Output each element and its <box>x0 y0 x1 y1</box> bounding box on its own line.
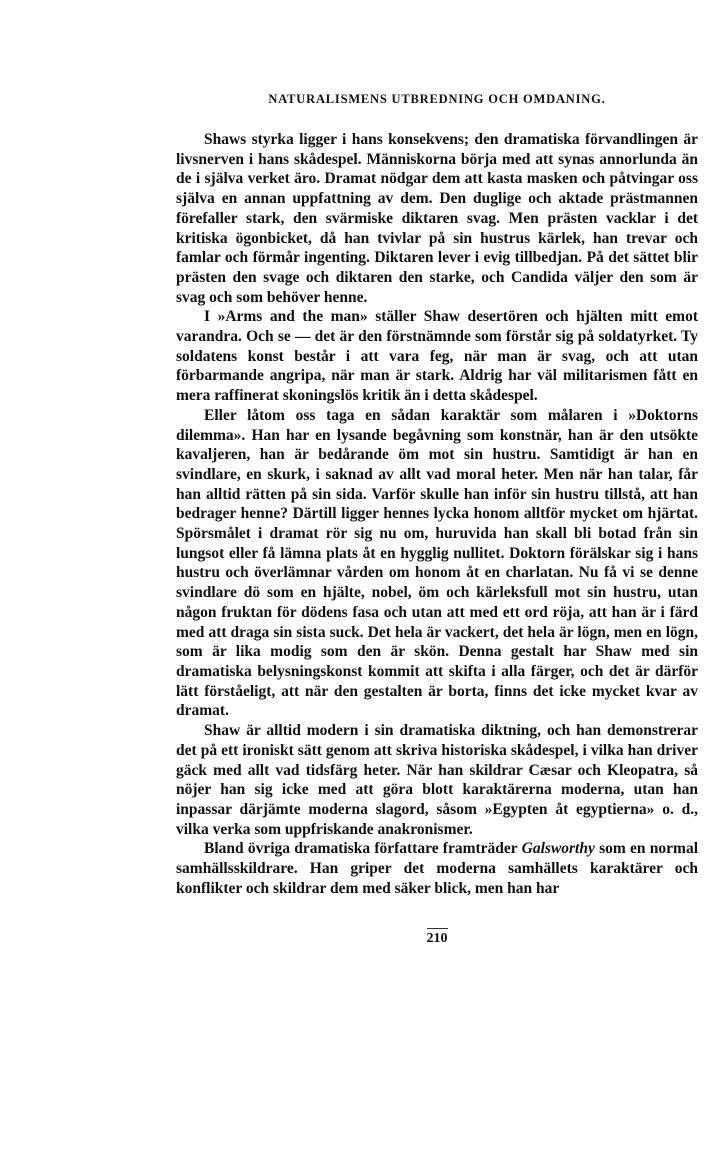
running-head: NATURALISMENS UTBREDNING OCH OMDANING. <box>268 92 606 106</box>
paragraph-galsworthy: Bland övriga dramatiska författare framträder Galsworthy som en normal samhällsskildrare. Han griper det moderna samhällets karaktärer och konflikter och skildrar dem med säker blick, men han har <box>176 840 699 897</box>
book-page <box>176 92 698 947</box>
paragraph-doktorns-dilemma: Eller låtom oss taga en sådan karaktär som målaren i »Doktorns dilemma». Han har en lysande begåvning som konstnär, han är den utsökte kavaljeren, han är bedårande öm mot sin hustru. Samtidigt är han en svindlare, en skurk, i saknad av allt vad moral heter. Men när han talar, får han alltid rätten på sin sida. Varför skulle han inför sin hustru tillstå, att han bedrager henne? Därtill ligger hennes lycka honom alltför mycket om hjärtat. Spörsmålet i dramat rör sig nu om, huruvida han skall bli botad från sin lungsot eller få lämna plats åt en hygglig nullitet. Doktorn förälskar sig i hans hustru och överlämnar vården om honom åt en charlatan. Nu få vi se denne svindlare dö som en hjälte, nobel, öm och kärleksfull mot sin hustru, utan någon fruktan för dödens fasa och utan att med ett ord röja, att han är i färd med att draga sin sista suck. Det hela är vackert, det hela är lögn, men en lögn, som är lika modig som den är skön. Denna gestalt har Shaw med sin dramatiska belysningskonst kommit att skifta i alla färger, och det är därför lätt förståeligt, att när den gestalten är borta, finns det icke mycket kvar av dramat. <box>176 406 698 720</box>
paragraph-candida: Shaws styrka ligger i hans konsekvens; den dramatiska förvandlingen är livsnerven i hans skådespel. Människorna börja med att synas annorlunda än de i själva verket äro. Dramat nödgar dem att kasta masken och påtvingar oss själva en annan uppfattning av dem. Den duglige och aktade prästmannen förefaller stark, den svärmiske diktaren svag. Men prästen vacklar i det kritiska ögonbicket, då han tvivlar på sin hustrus kärlek, han trevar och famlar och förmår ingenting. Diktaren lever i evig tillbedjan. På det sättet blir prästen den svage och diktaren den starke, och Candida väljer den som är svag och som behöver henne. <box>176 131 698 306</box>
author-name-emphasis: Galsworthy <box>521 840 595 858</box>
page-number <box>176 928 698 947</box>
paragraph-caesar-kleopatra: Shaw är alltid modern i sin dramatiska diktning, och han demonstrerar det på ett ironiskt sätt genom att skriva historiska skådespel, i vilka han driver gäck med allt vad tidsfärg heter. När han skildrar Cæsar och Kleopatra, så nöjer han sig icke med att göra blott karaktärerna moderna, utan han inpassar därjämte moderna slagord, såsom »Egypten åt egyptierna» o. d., vilka verka som uppfriskande anakronismer. <box>176 722 698 838</box>
paragraph-arms-and-the-man: I »Arms and the man» ställer Shaw desertören och hjälten mitt emot varandra. Och se — det är den förstnämnde som förstår sig på soldatyrket. Ty soldatens konst består i att vara feg, när man är svag, och att utan förbarmande angripa, när man är stark. Aldrig har väl militarismen fått en mera raffinerat skoningslös kritik än i detta skådespel. <box>176 308 698 405</box>
body-text <box>176 130 698 898</box>
page-number-text: 210 <box>427 928 448 947</box>
